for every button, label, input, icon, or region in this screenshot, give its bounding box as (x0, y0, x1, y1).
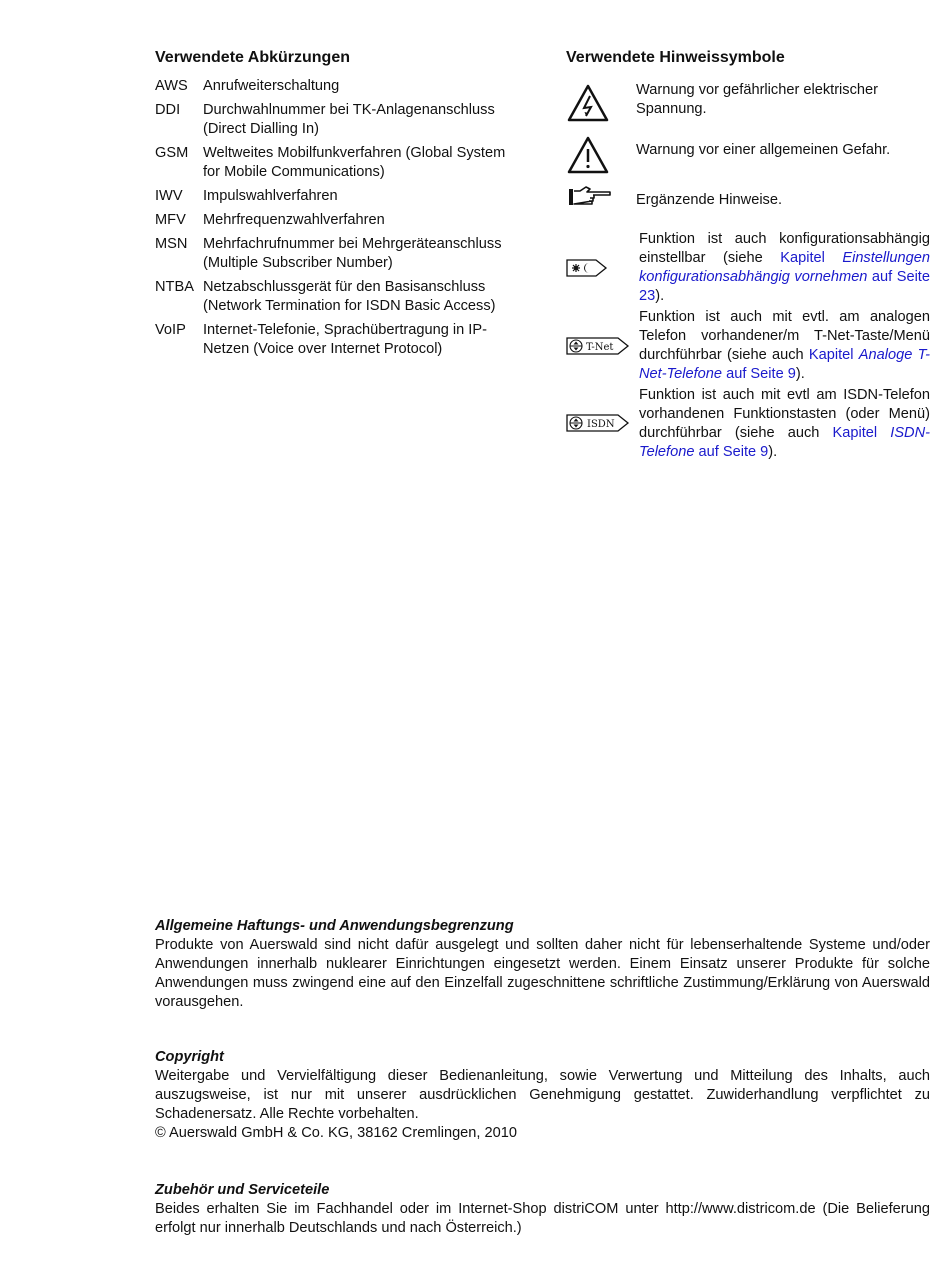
abbreviation-row (155, 144, 525, 182)
symbol-text-general: Warnung vor einer allgemeinen Gefahr. (636, 142, 891, 158)
symbol-row-isdn (566, 386, 930, 464)
abbreviation-row (155, 235, 525, 273)
symbols-heading: Verwendete Hinweissymbole (566, 49, 785, 66)
abbreviation-definition: Impulswahlverfahren (203, 188, 338, 204)
link-isdn[interactable]: Kapitel ISDN-Telefone auf Seite 9 (639, 425, 930, 460)
symbol-row-voltage (566, 81, 930, 123)
symbol-text-voltage: Warnung vor gefährlicher elektrischer Spannung. (636, 82, 878, 117)
link-tnet[interactable]: Kapitel Analoge T-Net-Telefone auf Seite 9 (639, 347, 931, 382)
abbreviations-section (155, 48, 525, 364)
symbol-row-hint (566, 184, 930, 214)
liability-body: Produkte von Auerswald sind nicht dafür ausgelegt und sollten daher nicht für lebenserhaltende Systeme und/oder Anwendungen innerhalb nuklearer Einrichtungen eingesetzt werden. Einem Einsatz unserer Produkte für solche Anwendungen muss zwingend eine auf den Einzelfall zugeschnittene schriftliche Zustimmung/Erklärung von Auerswald vorausgehen. (155, 937, 930, 1010)
link-configuration[interactable]: Kapitel Einstellungen konfigurationsabhängig vornehmen auf Seite 23 (639, 250, 930, 304)
abbreviation-key: GSM (155, 145, 189, 161)
abbreviation-definition: Anrufweiterschaltung (203, 78, 340, 94)
symbol-row-configuration (566, 230, 930, 308)
copyright-heading: Copyright (155, 1049, 224, 1065)
abbreviation-definition: Mehrfrequenzwahlverfahren (203, 212, 385, 228)
configuration-icon (566, 258, 608, 284)
abbreviation-row (155, 321, 525, 359)
abbreviation-row (155, 278, 525, 316)
abbreviation-row (155, 187, 525, 206)
abbreviation-key: NTBA (155, 279, 194, 295)
abbreviation-key: MSN (155, 236, 188, 252)
liability-heading: Allgemeine Haftungs- und Anwendungsbegrenzung (155, 918, 514, 934)
abbreviation-key: AWS (155, 78, 188, 94)
abbreviations-list (155, 77, 525, 359)
abbreviation-row (155, 77, 525, 96)
abbreviation-definition: Weltweites Mobilfunkverfahren (Global System for Mobile Communications) (203, 145, 506, 180)
symbol-text-tnet: Funktion ist auch mit evtl. am analogen Telefon vorhandener/m T-Net-Taste/Menü durchführbar (siehe auch Kapitel Analoge T-Net-Telefone auf Seite 9). (639, 309, 931, 382)
copyright-section (155, 1048, 930, 1143)
abbreviation-key: MFV (155, 212, 186, 228)
accessories-body: Beides erhalten Sie im Fachhandel oder im Internet-Shop distriCOM unter http://www.districom.de (Die Belieferung erfolgt nur innerhalb Deutschlands und nach Österreich.) (155, 1201, 930, 1236)
high-voltage-warning-icon (566, 83, 610, 129)
abbreviation-definition: Durchwahlnummer bei TK-Anlagenanschluss (Direct Dialling In) (203, 102, 495, 137)
abbreviation-definition: Mehrfachrufnummer bei Mehrgeräteanschluss (Multiple Subscriber Number) (203, 236, 502, 271)
abbreviations-heading: Verwendete Abkürzungen (155, 49, 350, 66)
abbreviation-definition: Netzabschlussgerät für den Basisanschluss (Network Termination for ISDN Basic Access) (203, 279, 496, 314)
pointing-hand-icon (566, 184, 614, 216)
abbreviation-key: DDI (155, 102, 181, 118)
symbol-text-hint: Ergänzende Hinweise. (636, 192, 783, 208)
isdn-icon-label: ISDN (587, 419, 615, 430)
abbreviation-key: IWV (155, 188, 183, 204)
copyright-body: Weitergabe und Vervielfältigung dieser Bedienanleitung, sowie Verwertung und Mitteilung des Inhalts, auch auszugsweise, ist nur mit unserer ausdrücklichen Genehmigung gestattet. Zuwiderhandlung verpflichtet zu Schadenersatz. Alle Rechte vorbehalten. (155, 1068, 930, 1122)
symbols-section (566, 48, 931, 460)
tnet-icon-label: T-Net (586, 342, 614, 353)
abbreviation-key: VoIP (155, 322, 186, 338)
abbreviation-row (155, 211, 525, 230)
abbreviation-row (155, 101, 525, 139)
abbreviation-definition: Internet-Telefonie, Sprachübertragung in IP-Netzen (Voice over Internet Protocol) (203, 322, 487, 357)
copyright-notice: © Auerswald GmbH & Co. KG, 38162 Cremlingen, 2010 (155, 1125, 517, 1141)
accessories-section (155, 1181, 930, 1238)
symbol-text-isdn: Funktion ist auch mit evtl am ISDN-Telefon vorhandenen Funktionstasten (oder Menü) durchführbar (siehe auch Kapitel ISDN-Telefone auf Seite 9). (639, 387, 930, 460)
symbol-row-tnet (566, 308, 930, 386)
isdn-icon (566, 413, 630, 439)
symbol-text-configuration: Funktion ist auch konfigurationsabhängig einstellbar (siehe Kapitel Einstellungen konfigurationsabhängig vornehmen auf Seite 23). (639, 231, 930, 304)
tnet-icon (566, 336, 630, 362)
accessories-heading: Zubehör und Serviceteile (155, 1182, 330, 1198)
symbol-row-general (566, 133, 930, 175)
liability-section (155, 917, 930, 1012)
general-warning-icon (566, 135, 610, 181)
